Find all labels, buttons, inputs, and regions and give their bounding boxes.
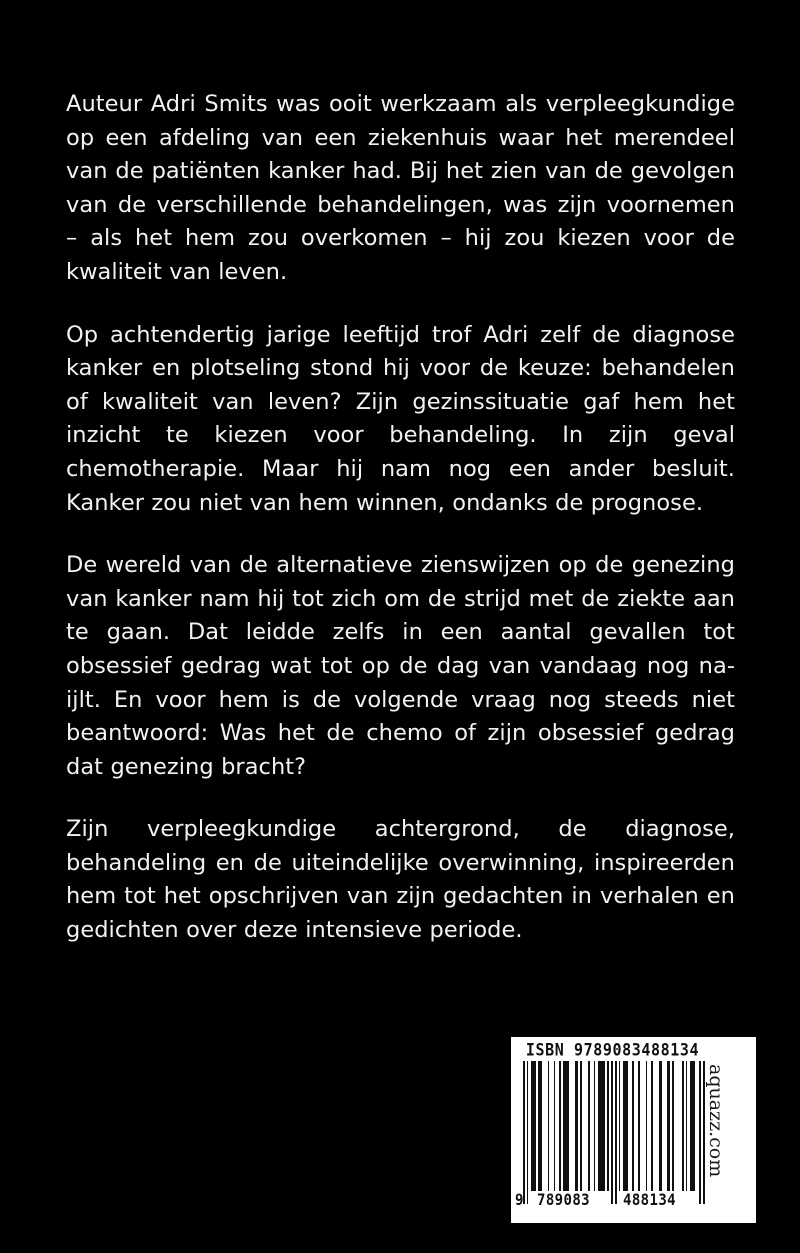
barcode-digit-group-left: 789083 [537,1191,590,1210]
barcode-bar [588,1061,590,1191]
publisher-website-text: aquazz.com [705,1064,727,1178]
barcode-bar [538,1061,541,1191]
barcode-bar [672,1061,674,1191]
blurb-paragraph-2: Op achtendertig jarige leeftijd trof Adri zelf de diagnose kanker en plotseling stond hij voor de keuze: behandelen of kwaliteit van leven? Zijn gezinssituatie gaf hem het inzicht te kiezen voor behandeling. In zijn geval chemotherapie. Maar hij nam nog een ander besluit. Kanker zou niet van hem winnen, ondanks de prognose. [66,321,735,516]
barcode-bar [690,1061,695,1191]
barcode-bar [594,1061,596,1191]
barcode-bar [619,1061,621,1191]
barcode-bar [559,1061,561,1191]
barcode-bar [563,1061,568,1191]
barcode-bar [699,1061,701,1204]
barcode-bar [638,1061,640,1191]
barcode-bar [548,1061,550,1191]
barcode-bar [623,1061,628,1191]
barcode-digits-row [515,1189,713,1214]
publisher-website-label [705,1063,750,1207]
barcode-bar [554,1061,556,1191]
barcode-bar [659,1061,662,1191]
blurb-text-block [66,88,735,948]
barcode-bar [531,1061,536,1191]
barcode-bar [580,1061,582,1191]
barcode-bar [651,1061,653,1191]
isbn-barcode [511,1037,756,1223]
blurb-paragraph-3: De wereld van de alternatieve zienswijzen op de genezing van kanker nam hij tot zich om de strijd met de ziekte aan te gaan. Dat leidde zelfs in een aantal gevallen tot obsessief gedrag wat tot op de dag van vandaag nog na-ijlt. En voor hem is de volgende vraag nog steeds niet beantwoord: Was het de chemo of zijn obsessief gedrag dat genezing bracht? [66,552,735,780]
blurb-paragraph-4: Zijn verpleegkundige achtergrond, de diagnose, behandeling en de uiteindelijke overwinning, inspireerden hem tot het opschrijven van zijn gedachten in verhalen en gedichten over deze intensieve periode. [66,816,735,944]
barcode-bar [607,1061,609,1191]
barcode-bar [523,1061,525,1204]
barcode-digit-group-right: 488134 [623,1191,676,1210]
barcode-bar [598,1061,605,1191]
barcode-bar [611,1061,613,1204]
barcode-digit-lead: 9 [515,1191,524,1210]
barcode-bar [527,1061,529,1204]
barcode-bar [682,1061,684,1191]
barcode-bars [523,1061,705,1191]
barcode-bar [667,1061,670,1191]
barcode-bar [615,1061,617,1204]
barcode-bar [686,1061,688,1191]
isbn-number-label: ISBN 9789083488134 [525,1039,700,1061]
barcode-bar [646,1061,648,1191]
barcode-bar [575,1061,578,1191]
blurb-paragraph-1: Auteur Adri Smits was ooit werkzaam als verpleegkundige op een afdeling van een ziekenhuis waar het merendeel van de patiënten kanker had. Bij het zien van de gevolgen van de verschillende behandelingen, was zijn voornemen – als het hem zou overkomen – hij zou kiezen voor de kwaliteit van leven. [66,91,735,285]
barcode-bar [632,1061,634,1191]
